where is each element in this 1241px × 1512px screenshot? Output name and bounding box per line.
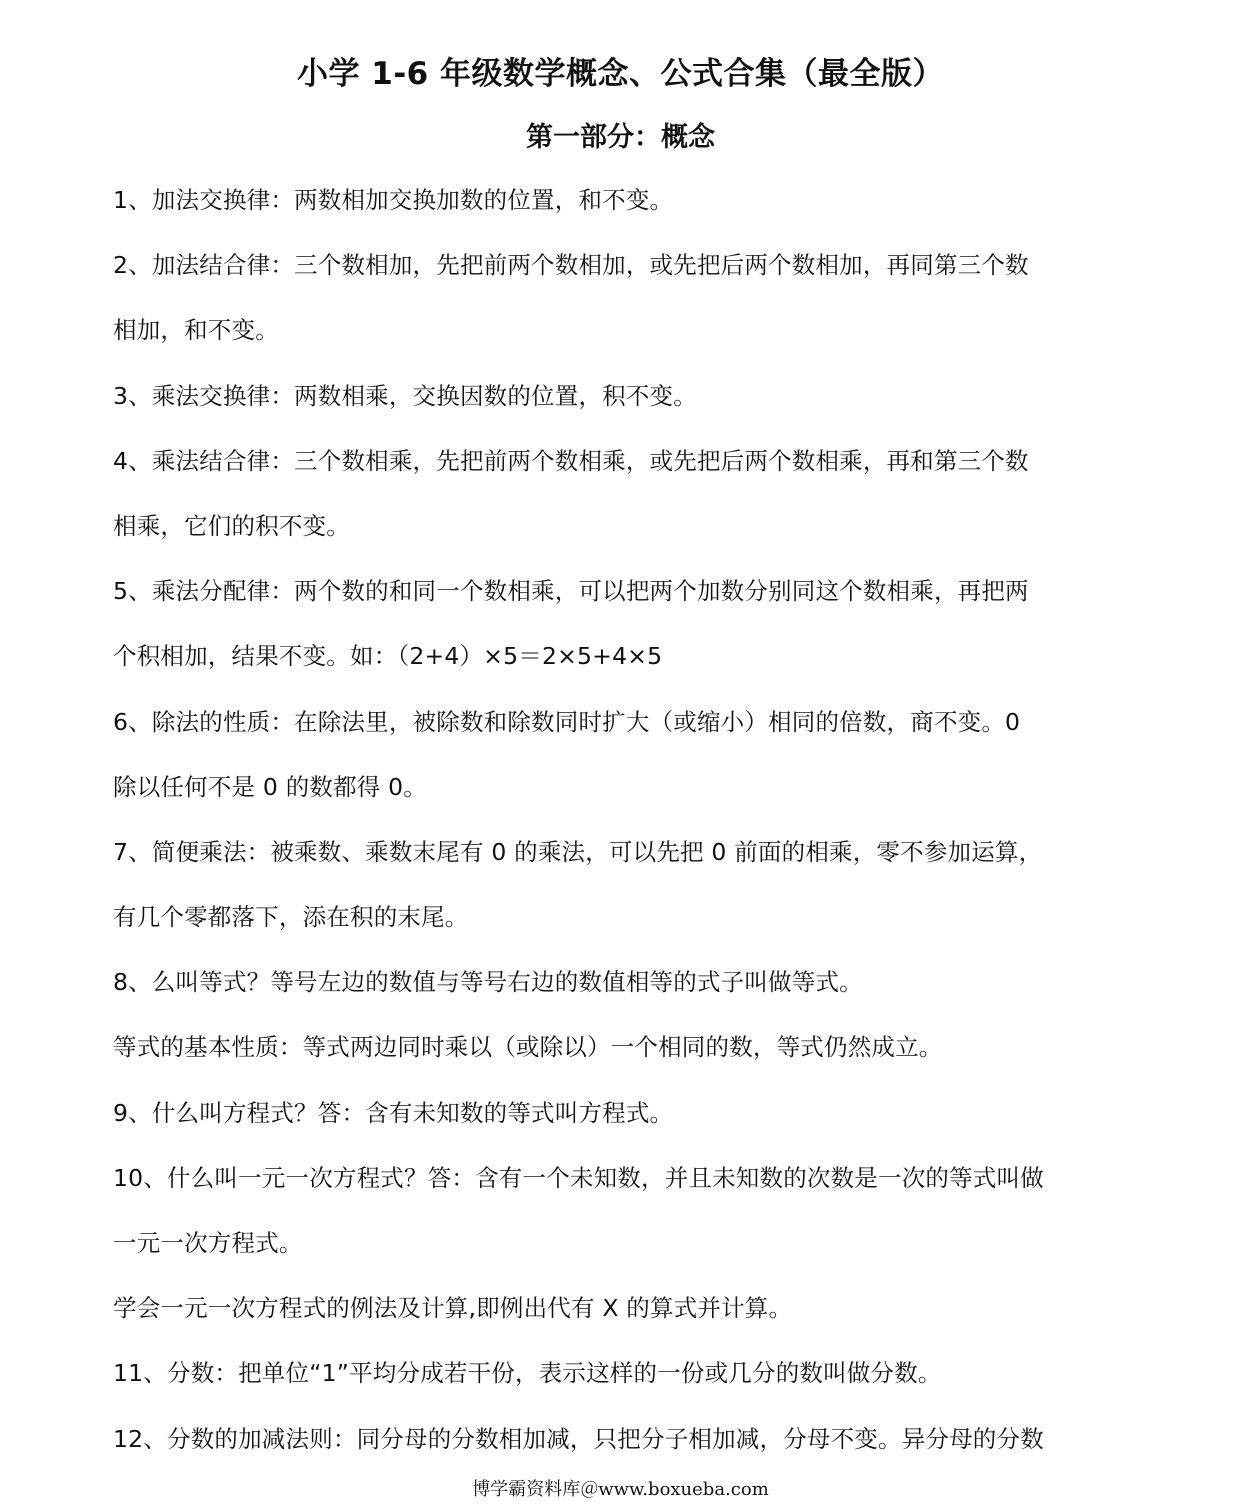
document-title: 小学 1-6 年级数学概念、公式合集（最全版） <box>296 56 945 92</box>
paragraph-line: 7、简便乘法：被乘数、乘数末尾有 0 的乘法，可以先把 0 前面的相乘，零不参加运算， <box>113 837 1043 866</box>
section-title: 第一部分：概念 <box>526 122 715 153</box>
paragraph-line: 5、乘法分配律：两个数的和同一个数相乘，可以把两个加数分别同这个数相乘，再把两 <box>113 577 1029 606</box>
paragraph-line: 6、除法的性质：在除法里，被除数和除数同时扩大（或缩小）相同的倍数，商不变。0 <box>113 707 1021 736</box>
paragraph-line: 学会一元一次方程式的例法及计算,即例出代有 X 的算式并计算。 <box>113 1294 793 1323</box>
paragraph-line: 有几个零都落下，添在积的末尾。 <box>113 903 469 932</box>
footer-watermark: 博学霸资料库＠www.boxueba.com <box>0 1478 1241 1502</box>
paragraph-line: 除以任何不是 0 的数都得 0。 <box>113 772 428 801</box>
paragraph-line: 4、乘法结合律：三个数相乘，先把前两个数相乘，或先把后两个数相乘，再和第三个数 <box>113 446 1029 475</box>
paragraph-line: 11、分数：把单位“1”平均分成若干份，表示这样的一份或几分的数叫做分数。 <box>113 1359 942 1388</box>
paragraph-line: 3、乘法交换律：两数相乘，交换因数的位置，积不变。 <box>113 381 697 410</box>
document-body <box>113 172 1103 1476</box>
paragraph-line: 等式的基本性质：等式两边同时乘以（或除以）一个相同的数，等式仍然成立。 <box>113 1033 943 1062</box>
paragraph-line: 8、么叫等式？等号左边的数值与等号右边的数值相等的式子叫做等式。 <box>113 968 863 997</box>
paragraph-line: 2、加法结合律：三个数相加，先把前两个数相加，或先把后两个数相加，再同第三个数 <box>113 251 1029 280</box>
paragraph-line: 相加，和不变。 <box>113 316 279 345</box>
paragraph-line: 12、分数的加减法则：同分母的分数相加减，只把分子相加减，分母不变。异分母的分数 <box>113 1424 1044 1453</box>
paragraph-line: 个积相加，结果不变。如：（2+4）×5＝2×5+4×5 <box>113 642 663 671</box>
paragraph-line: 相乘，它们的积不变。 <box>113 511 350 540</box>
paragraph-line: 1、加法交换律：两数相加交换加数的位置，和不变。 <box>113 186 674 214</box>
paragraph-line: 9、什么叫方程式？答：含有未知数的等式叫方程式。 <box>113 1098 674 1127</box>
paragraph-line: 一元一次方程式。 <box>113 1229 303 1257</box>
paragraph-line: 10、什么叫一元一次方程式？答：含有一个未知数，并且未知数的次数是一次的等式叫做 <box>113 1163 1044 1192</box>
